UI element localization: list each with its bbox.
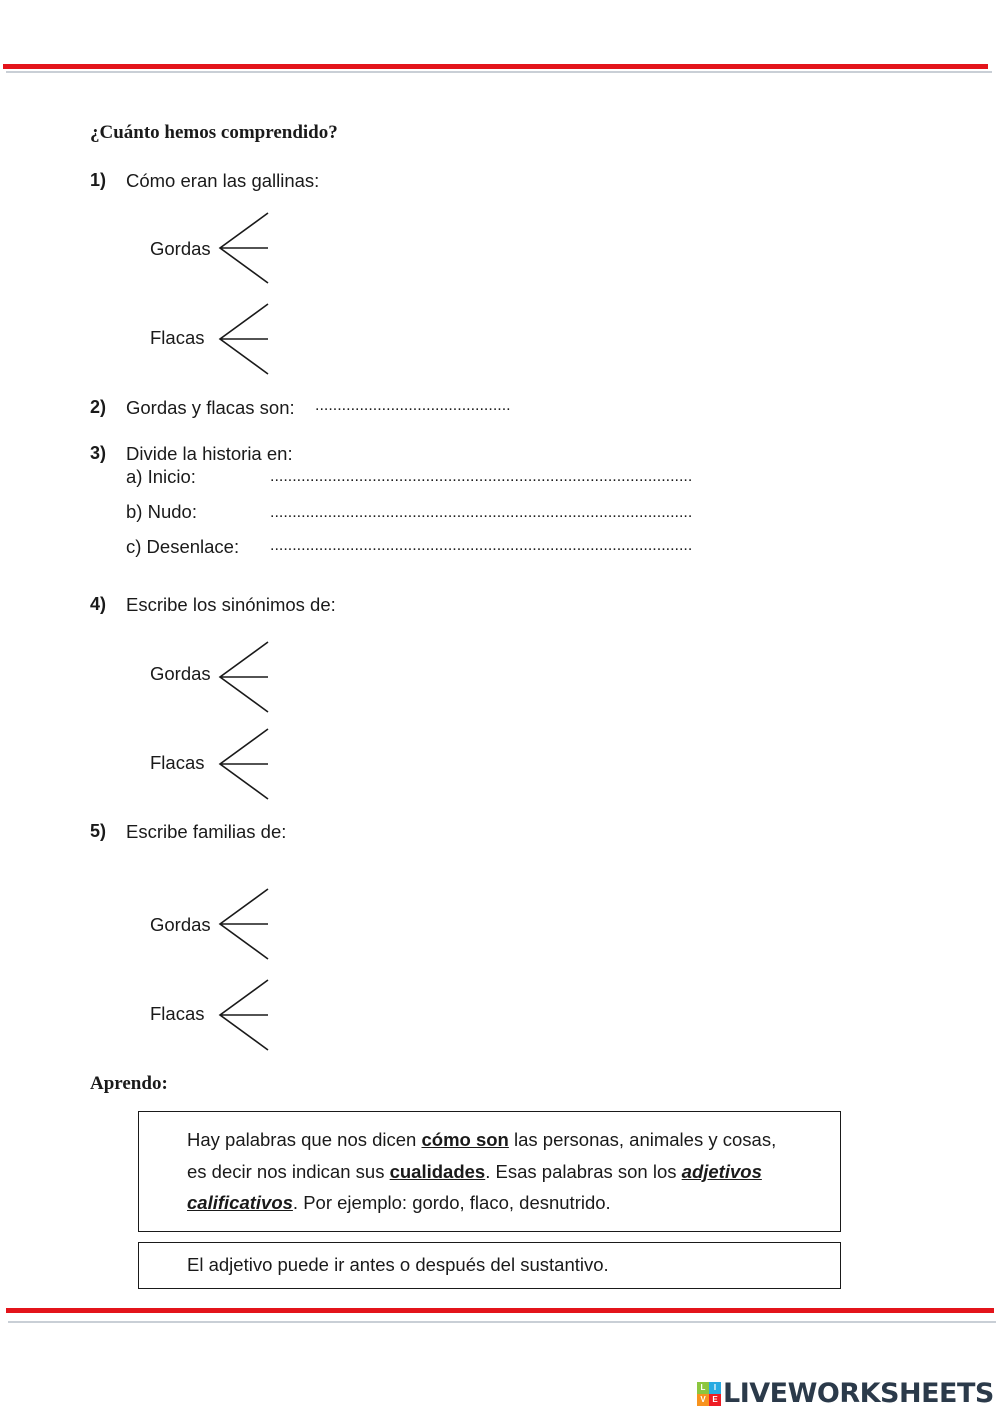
concept-box bbox=[138, 1111, 841, 1232]
learn-heading: Aprendo: bbox=[90, 1073, 168, 1094]
q3-part-c-dots[interactable]: ............................................................................................... bbox=[270, 537, 693, 554]
concept-paragraph bbox=[187, 1124, 800, 1219]
question-2-answer-dots[interactable]: ............................................ bbox=[315, 397, 511, 414]
q5-branch-flacas-icon bbox=[218, 978, 272, 1052]
concept-bold-adjetivos: adjetivos calificativos bbox=[187, 1160, 762, 1213]
question-4-number: 4) bbox=[90, 594, 107, 614]
worksheet-heading: ¿Cuánto hemos comprendido? bbox=[90, 122, 338, 143]
note-box bbox=[138, 1242, 841, 1289]
q4-branch-flacas-icon bbox=[218, 727, 272, 801]
question-3-text: Divide la historia en: bbox=[126, 443, 293, 464]
q3-part-b-dots[interactable]: ............................................................................................... bbox=[270, 504, 693, 521]
q1-branch-gordas-icon bbox=[218, 211, 272, 285]
concept-text-4: . Por ejemplo: gordo, flaco, desnutrido. bbox=[292, 1192, 611, 1213]
q5-branch-label-flacas: Flacas bbox=[150, 1003, 205, 1024]
q4-branch-gordas-icon bbox=[218, 640, 272, 714]
logo-letter-i: I bbox=[709, 1382, 721, 1394]
bottom-rule-shadow bbox=[8, 1321, 996, 1323]
concept-bold-cualidades: cualidades bbox=[389, 1160, 486, 1182]
q5-branch-label-gordas: Gordas bbox=[150, 914, 211, 935]
q3-part-a-label: a) Inicio: bbox=[126, 466, 196, 487]
q3-part-c-label: c) Desenlace: bbox=[126, 536, 240, 557]
question-1-number: 1) bbox=[90, 170, 107, 190]
q4-branch-label-flacas: Flacas bbox=[150, 752, 205, 773]
logo-letter-l: L bbox=[697, 1382, 709, 1394]
liveworksheets-logo[interactable] bbox=[697, 1378, 994, 1409]
q5-branch-gordas-icon bbox=[218, 887, 272, 961]
question-4-text: Escribe los sinónimos de: bbox=[126, 594, 336, 615]
concept-text-1: Hay palabras que nos dicen bbox=[187, 1129, 422, 1150]
concept-text-2: las personas, animales y cosas, es decir nos indican sus bbox=[187, 1129, 777, 1182]
question-2-text: Gordas y flacas son: bbox=[126, 397, 295, 418]
bottom-red-rule bbox=[6, 1308, 994, 1313]
question-5-text: Escribe familias de: bbox=[126, 821, 287, 842]
liveworksheets-logo-text: LIVEWORKSHEETS bbox=[723, 1378, 994, 1409]
q4-branch-label-gordas: Gordas bbox=[150, 663, 211, 684]
logo-letter-v: V bbox=[697, 1394, 709, 1406]
question-2-number: 2) bbox=[90, 397, 107, 417]
logo-letter-e: E bbox=[709, 1394, 721, 1406]
q3-part-a-dots[interactable]: ............................................................................................... bbox=[270, 468, 693, 485]
q3-part-b-label: b) Nudo: bbox=[126, 501, 197, 522]
question-5-number: 5) bbox=[90, 821, 107, 841]
top-rule-shadow bbox=[6, 71, 992, 73]
question-3-number: 3) bbox=[90, 443, 107, 463]
top-red-rule bbox=[3, 64, 988, 69]
note-text: El adjetivo puede ir antes o después del sustantivo. bbox=[187, 1254, 609, 1275]
concept-text-3: . Esas palabras son los bbox=[485, 1160, 682, 1182]
concept-bold-como-son: cómo son bbox=[421, 1129, 509, 1150]
question-1-text: Cómo eran las gallinas: bbox=[126, 170, 320, 191]
q1-branch-flacas-icon bbox=[218, 302, 272, 376]
liveworksheets-logo-icon bbox=[697, 1382, 721, 1406]
q1-branch-label-gordas: Gordas bbox=[150, 238, 211, 259]
q1-branch-label-flacas: Flacas bbox=[150, 327, 205, 348]
